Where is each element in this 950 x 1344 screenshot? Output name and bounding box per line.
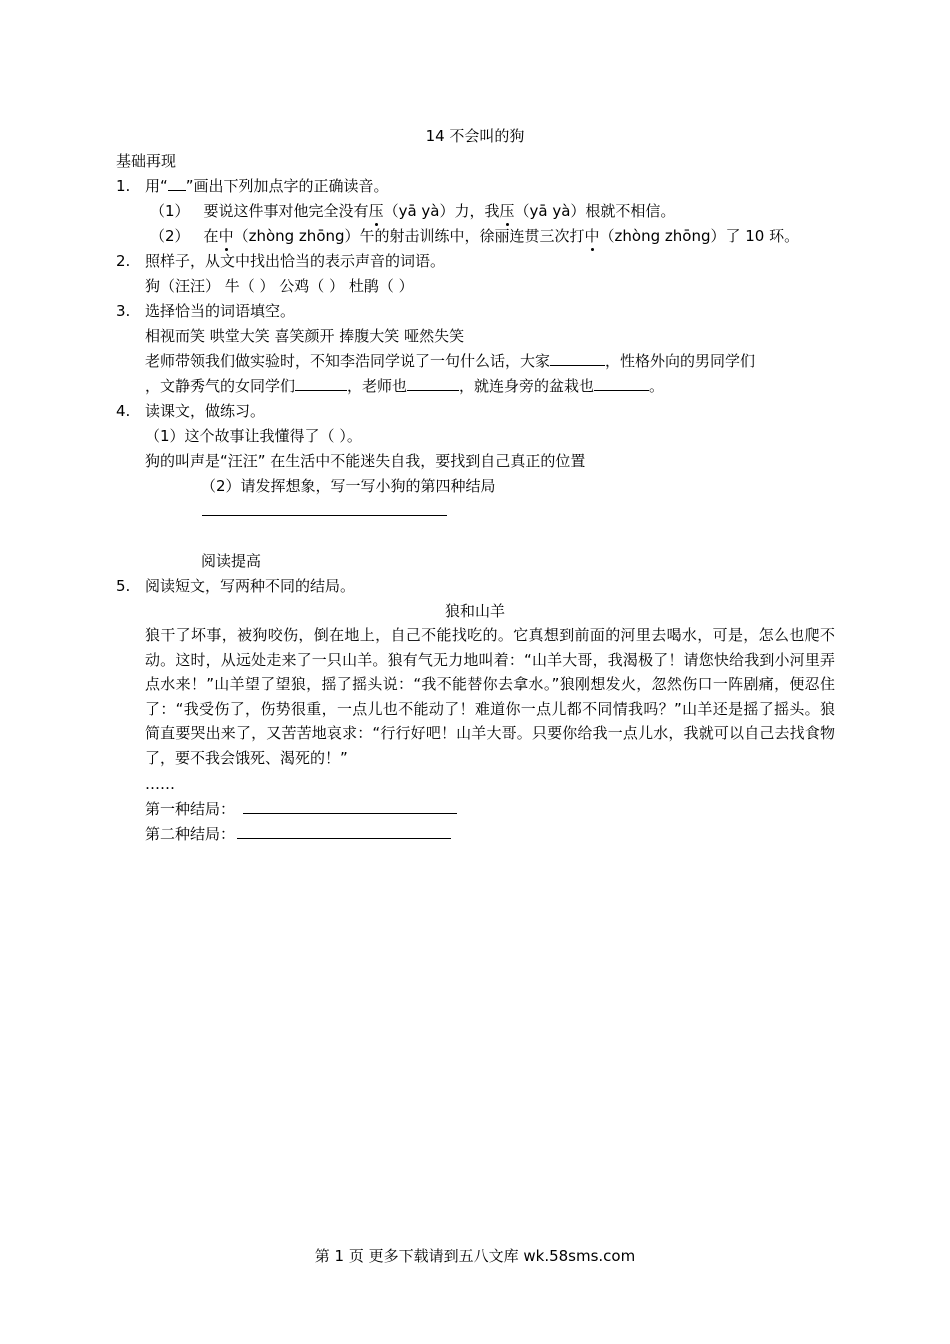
ending-2: 第二种结局： [145, 822, 451, 846]
question-1-sentence-1: （1） 要说这件事对他完全没有压（yā yà）力，我压（yā yà）根就不相信。 [150, 199, 675, 223]
dotted-char: 压 [500, 199, 515, 223]
question-3-passage-line-2: ，文静秀气的女同学们 ，老师也 ，就连身旁的盆栽也 。 [145, 377, 665, 395]
section-heading-reading: 阅读提高 [201, 552, 262, 570]
question-4-part-1: （1）这个故事让我懂得了（ ）。 [145, 427, 362, 445]
question-stem: 照样子，从文中找出恰当的表示声音的词语。 [145, 252, 446, 270]
question-1 [0, 174, 950, 198]
story-title: 狼和山羊 [444, 602, 505, 620]
question-3-passage-line-1: 老师带领我们做实验时，不知李浩同学说了一句什么话，大家 ，性格外向的男同学们 [145, 352, 756, 370]
question-number: 4. [116, 402, 131, 420]
question-2-answer-line: 狗（汪汪） 牛（ ） 公鸡（ ） 杜鹃（ ） [145, 277, 414, 295]
question-4 [0, 399, 950, 423]
question-number: 1. [116, 177, 131, 195]
section-heading-basic: 基础再现 [116, 152, 177, 170]
question-number: 3. [116, 302, 131, 320]
question-1-sentence-2: （2） 在中（zhòng zhōng）午的射击训练中，徐丽连贯三次打中（zhòng zhōng）了 10 环。 [150, 224, 799, 248]
page-title: 14 不会叫的狗 [425, 127, 525, 145]
underline-sample [168, 175, 186, 191]
word-bank: 相视而笑 哄堂大笑 喜笑颜开 捧腹大笑 哑然失笑 [145, 327, 465, 345]
blank [550, 350, 605, 366]
answer-blank-line [202, 515, 447, 516]
page-footer: 第 1 页 更多下载请到五八文库 wk.58sms.com [314, 1247, 636, 1265]
question-stem: 阅读短文，写两种不同的结局。 [145, 577, 356, 595]
question-2 [0, 249, 950, 273]
story-ellipsis: …… [145, 775, 175, 793]
question-3 [0, 299, 950, 323]
dotted-char: 中 [585, 224, 600, 248]
question-stem: 用“ ”画出下列加点字的正确读音。 [145, 177, 389, 195]
blank [243, 798, 457, 814]
question-4-part-2: （2）请发挥想象，写一写小狗的第四种结局 [201, 477, 496, 495]
question-number: 5. [116, 577, 131, 595]
question-stem: 选择恰当的词语填空。 [145, 302, 296, 320]
dotted-char: 压 [369, 199, 384, 223]
blank [237, 823, 451, 839]
question-5 [0, 574, 950, 598]
dotted-char: 中 [219, 224, 234, 248]
blank [295, 375, 347, 391]
question-4-part-1-options: 狗的叫声是“汪汪” 在生活中不能迷失自我，要找到自己真正的位置 [145, 452, 586, 470]
ending-1: 第一种结局： [145, 797, 457, 821]
story-text: 狼干了坏事，被狗咬伤，倒在地上，自己不能找吃的。它真想到前面的河里去喝水，可是，怎么也爬不动。这时，从远处走来了一只山羊。狼有气无力地叫着：“山羊大哥，我渴极了！请您快给我到小河里弄点水来！”山羊望了望狼，摇了摇头说：“我不能替你去拿水。”狼刚想发火，忽然伤口一阵剧痛，便忍住了：“我受伤了，伤势很重，一点儿也不能动了！难道你一点儿都不同情我吗？”山羊还是摇了摇头。狼简直要哭出来了，又苦苦地哀求：“行行好吧！山羊大哥。只要你给我一点儿水，我就可以自己去找食物了，要不我会饿死、渴死的！” [145, 626, 835, 767]
question-stem: 读课文，做练习。 [145, 402, 266, 420]
blank [407, 375, 459, 391]
blank [594, 375, 649, 391]
question-number: 2. [116, 252, 131, 270]
